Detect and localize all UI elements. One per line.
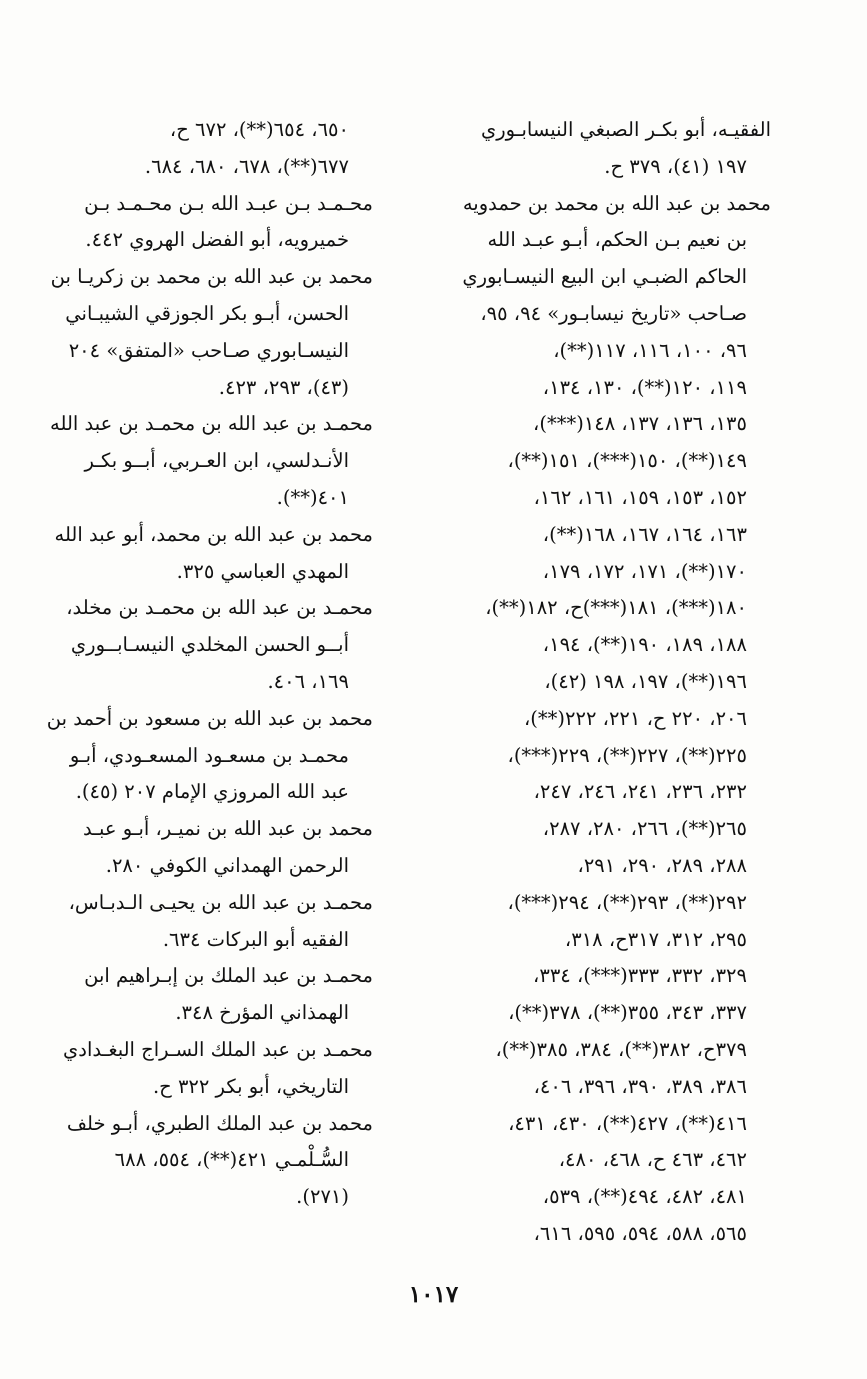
- entry-continuation-line: ٢٣٢، ٢٣٦، ٢٤١، ٢٤٦، ٢٤٧،: [533, 780, 747, 804]
- index-entry: [23, 112, 373, 186]
- entry-continuation-line: ٩٦، ١٠٠، ١١٦، ١١٧(**)،: [553, 338, 747, 362]
- entry-continuation-line: ١٥٢، ١٥٣، ١٥٩، ١٦١، ١٦٢،: [533, 485, 747, 509]
- entry-continuation-line: ٦٥٠، ٦٥٤(**)، ٦٧٢ ح،: [169, 118, 349, 141]
- index-entry: [23, 1032, 373, 1106]
- entry-continuation-line: الفقيه أبو البركات ٦٣٤.: [162, 927, 349, 951]
- index-column-left: [23, 112, 373, 1216]
- index-entry: [23, 406, 373, 516]
- entry-heading-line: محمد بن عبد الملك الطبري، أبـو خلف: [66, 1111, 373, 1135]
- index-entry: [23, 590, 373, 700]
- index-column-right: [431, 112, 771, 1253]
- entry-continuation-line: (٢٧١).: [296, 1185, 349, 1209]
- entry-continuation-line: ٢٠٦، ٢٢٠ ح، ٢٢١، ٢٢٢(**)،: [524, 706, 747, 730]
- entry-continuation-line: الحسن، أبـو بكر الجوزقي الشيبـاني: [65, 301, 349, 325]
- entry-continuation-line: ٤١٦(**)، ٤٢٧(**)، ٤٣٠، ٤٣١،: [508, 1111, 747, 1135]
- entry-heading-line: محمـد بن عبد الله بن محمـد بن عبد الله: [50, 412, 373, 436]
- entry-continuation-line: خميرويه، أبو الفضل الهروي ٤٤٢.: [85, 228, 349, 252]
- entry-heading-line: محمد بن عبد الله بن محمد بن حمدويه: [462, 191, 771, 215]
- entry-continuation-line: ٦٧٧(**)، ٦٧٨، ٦٨٠، ٦٨٤.: [144, 154, 349, 178]
- entry-continuation-line: ١٧٠(**)، ١٧١، ١٧٢، ١٧٩،: [542, 559, 747, 583]
- entry-continuation-line: صـاحب «تاريخ نيسابـور» ٩٤، ٩٥،: [480, 301, 747, 325]
- entry-heading-line: الفقيـه، أبو بكـر الصبغي النيسابـوري: [481, 118, 771, 141]
- index-entry: [23, 958, 373, 1032]
- entry-continuation-line: التاريخي، أبو بكر ٣٢٢ ح.: [152, 1074, 349, 1098]
- entry-continuation-line: ٢٩٢(**)، ٢٩٣(**)، ٢٩٤(***)،: [507, 890, 747, 914]
- index-entry: [23, 701, 373, 811]
- entry-continuation-line: ٢٢٥(**)، ٢٢٧(**)، ٢٢٩(***)،: [507, 743, 747, 767]
- entry-continuation-line: ١٦٩، ٤٠٦.: [267, 669, 349, 693]
- entry-heading-line: محمـد بن عبد الملك السـراج البغـدادي: [63, 1037, 373, 1061]
- entry-continuation-line: ١٩٧ (٤١)، ٣٧٩ ح.: [604, 154, 747, 178]
- entry-continuation-line: (٤٣)، ٢٩٣، ٤٢٣.: [218, 375, 349, 399]
- entry-heading-line: محمد بن عبد الله بن محمد، أبو عبد الله: [54, 522, 373, 546]
- entry-continuation-line: النيسـابوري صـاحب «المتفق» ٢٠٤: [68, 338, 349, 362]
- index-entry: [23, 811, 373, 885]
- entry-heading-line: محمـد بن عبد الله بن محمـد بن مخلد،: [66, 596, 373, 620]
- entry-continuation-line: ١٤٩(**)، ١٥٠(***)، ١٥١(**)،: [507, 449, 747, 473]
- entry-continuation-line: ١٣٥، ١٣٦، ١٣٧، ١٤٨(***)،: [533, 412, 747, 436]
- entry-continuation-line: أبــو الحسن المخلدي النيسـابــوري: [70, 633, 349, 657]
- entry-heading-line: محـمـد بـن عبـد الله بـن محـمـد بـن: [84, 191, 373, 215]
- page-number: ١٠١٧: [408, 1281, 459, 1308]
- entry-continuation-line: ٣٣٧، ٣٤٣، ٣٥٥(**)، ٣٧٨(**)،: [508, 1001, 747, 1025]
- entry-continuation-line: ٤٠١(**).: [276, 485, 349, 509]
- entry-continuation-line: ١١٩، ١٢٠(**)، ١٣٠، ١٣٤،: [542, 375, 747, 399]
- entry-continuation-line: ١٨٠(***)، ١٨١(***)ح، ١٨٢(**)،: [485, 596, 747, 620]
- entry-continuation-line: ٢٨٨، ٢٨٩، ٢٩٠، ٢٩١،: [577, 853, 747, 877]
- entry-continuation-line: ٢٩٥، ٣١٢، ٣١٧ح، ٣١٨،: [564, 927, 747, 951]
- entry-continuation-line: ٣٢٩، ٣٣٢، ٣٣٣(***)، ٣٣٤،: [533, 964, 747, 988]
- entry-continuation-line: السُّـلْمـي ٤٢١(**)، ٥٥٤، ٦٨٨: [114, 1148, 349, 1172]
- entry-continuation-line: عبد الله المروزي الإمام ٢٠٧ (٤٥).: [75, 780, 349, 804]
- entry-continuation-line: ٥٦٥، ٥٨٨، ٥٩٤، ٥٩٥، ٦١٦،: [533, 1221, 747, 1245]
- index-entry: [23, 885, 373, 959]
- entry-heading-line: محمد بن عبد الله بن محمد بن زكريـا بن: [50, 265, 373, 289]
- index-entry: [23, 517, 373, 591]
- entry-continuation-line: ٤٨١، ٤٨٢، ٤٩٤(**)، ٥٣٩،: [542, 1185, 747, 1209]
- index-entry: [23, 259, 373, 406]
- entry-continuation-line: ٣٨٦، ٣٨٩، ٣٩٠، ٣٩٦، ٤٠٦،: [533, 1074, 747, 1098]
- index-entry: [23, 186, 373, 260]
- entry-continuation-line: ٣٧٩ح، ٣٨٢(**)، ٣٨٤، ٣٨٥(**)،: [495, 1037, 747, 1061]
- index-entry: [431, 186, 771, 1253]
- entry-continuation-line: الهمذاني المؤرخ ٣٤٨.: [175, 1001, 349, 1025]
- entry-continuation-line: ١٨٨، ١٨٩، ١٩٠(**)، ١٩٤،: [542, 633, 747, 657]
- entry-continuation-line: الأنـدلسي، ابن العـربي، أبــو بكـر: [84, 449, 349, 473]
- entry-heading-line: محمد بن عبد الله بن نميـر، أبـو عبـد: [83, 817, 373, 841]
- entry-continuation-line: محمـد بن مسعـود المسعـودي، أبـو: [69, 743, 349, 767]
- index-entry: [431, 112, 771, 186]
- entry-continuation-line: ١٦٣، ١٦٤، ١٦٧، ١٦٨(**)،: [542, 522, 747, 546]
- entry-continuation-line: ٢٦٥(**)، ٢٦٦، ٢٨٠، ٢٨٧،: [542, 817, 747, 841]
- entry-heading-line: محمـد بن عبد الملك بن إبـراهيم ابن: [84, 964, 373, 988]
- entry-continuation-line: ٤٦٢، ٤٦٣ ح، ٤٦٨، ٤٨٠،: [558, 1148, 747, 1172]
- entry-continuation-line: المهدي العباسي ٣٢٥.: [176, 559, 349, 583]
- entry-continuation-line: الحاكم الضبـي ابن البيع النيسـابوري: [462, 265, 747, 289]
- index-entry: [23, 1106, 373, 1216]
- entry-heading-line: محمد بن عبد الله بن مسعود بن أحمد بن: [46, 706, 373, 730]
- entry-continuation-line: ١٩٦(**)، ١٩٧، ١٩٨ (٤٢)،: [544, 669, 747, 693]
- entry-heading-line: محمـد بن عبد الله بن يحيـى الـدبـاس،: [68, 890, 373, 914]
- entry-continuation-line: بن نعيم بـن الحكم، أبـو عبـد الله: [487, 228, 747, 252]
- entry-continuation-line: الرحمن الهمداني الكوفي ٢٨٠.: [105, 853, 349, 877]
